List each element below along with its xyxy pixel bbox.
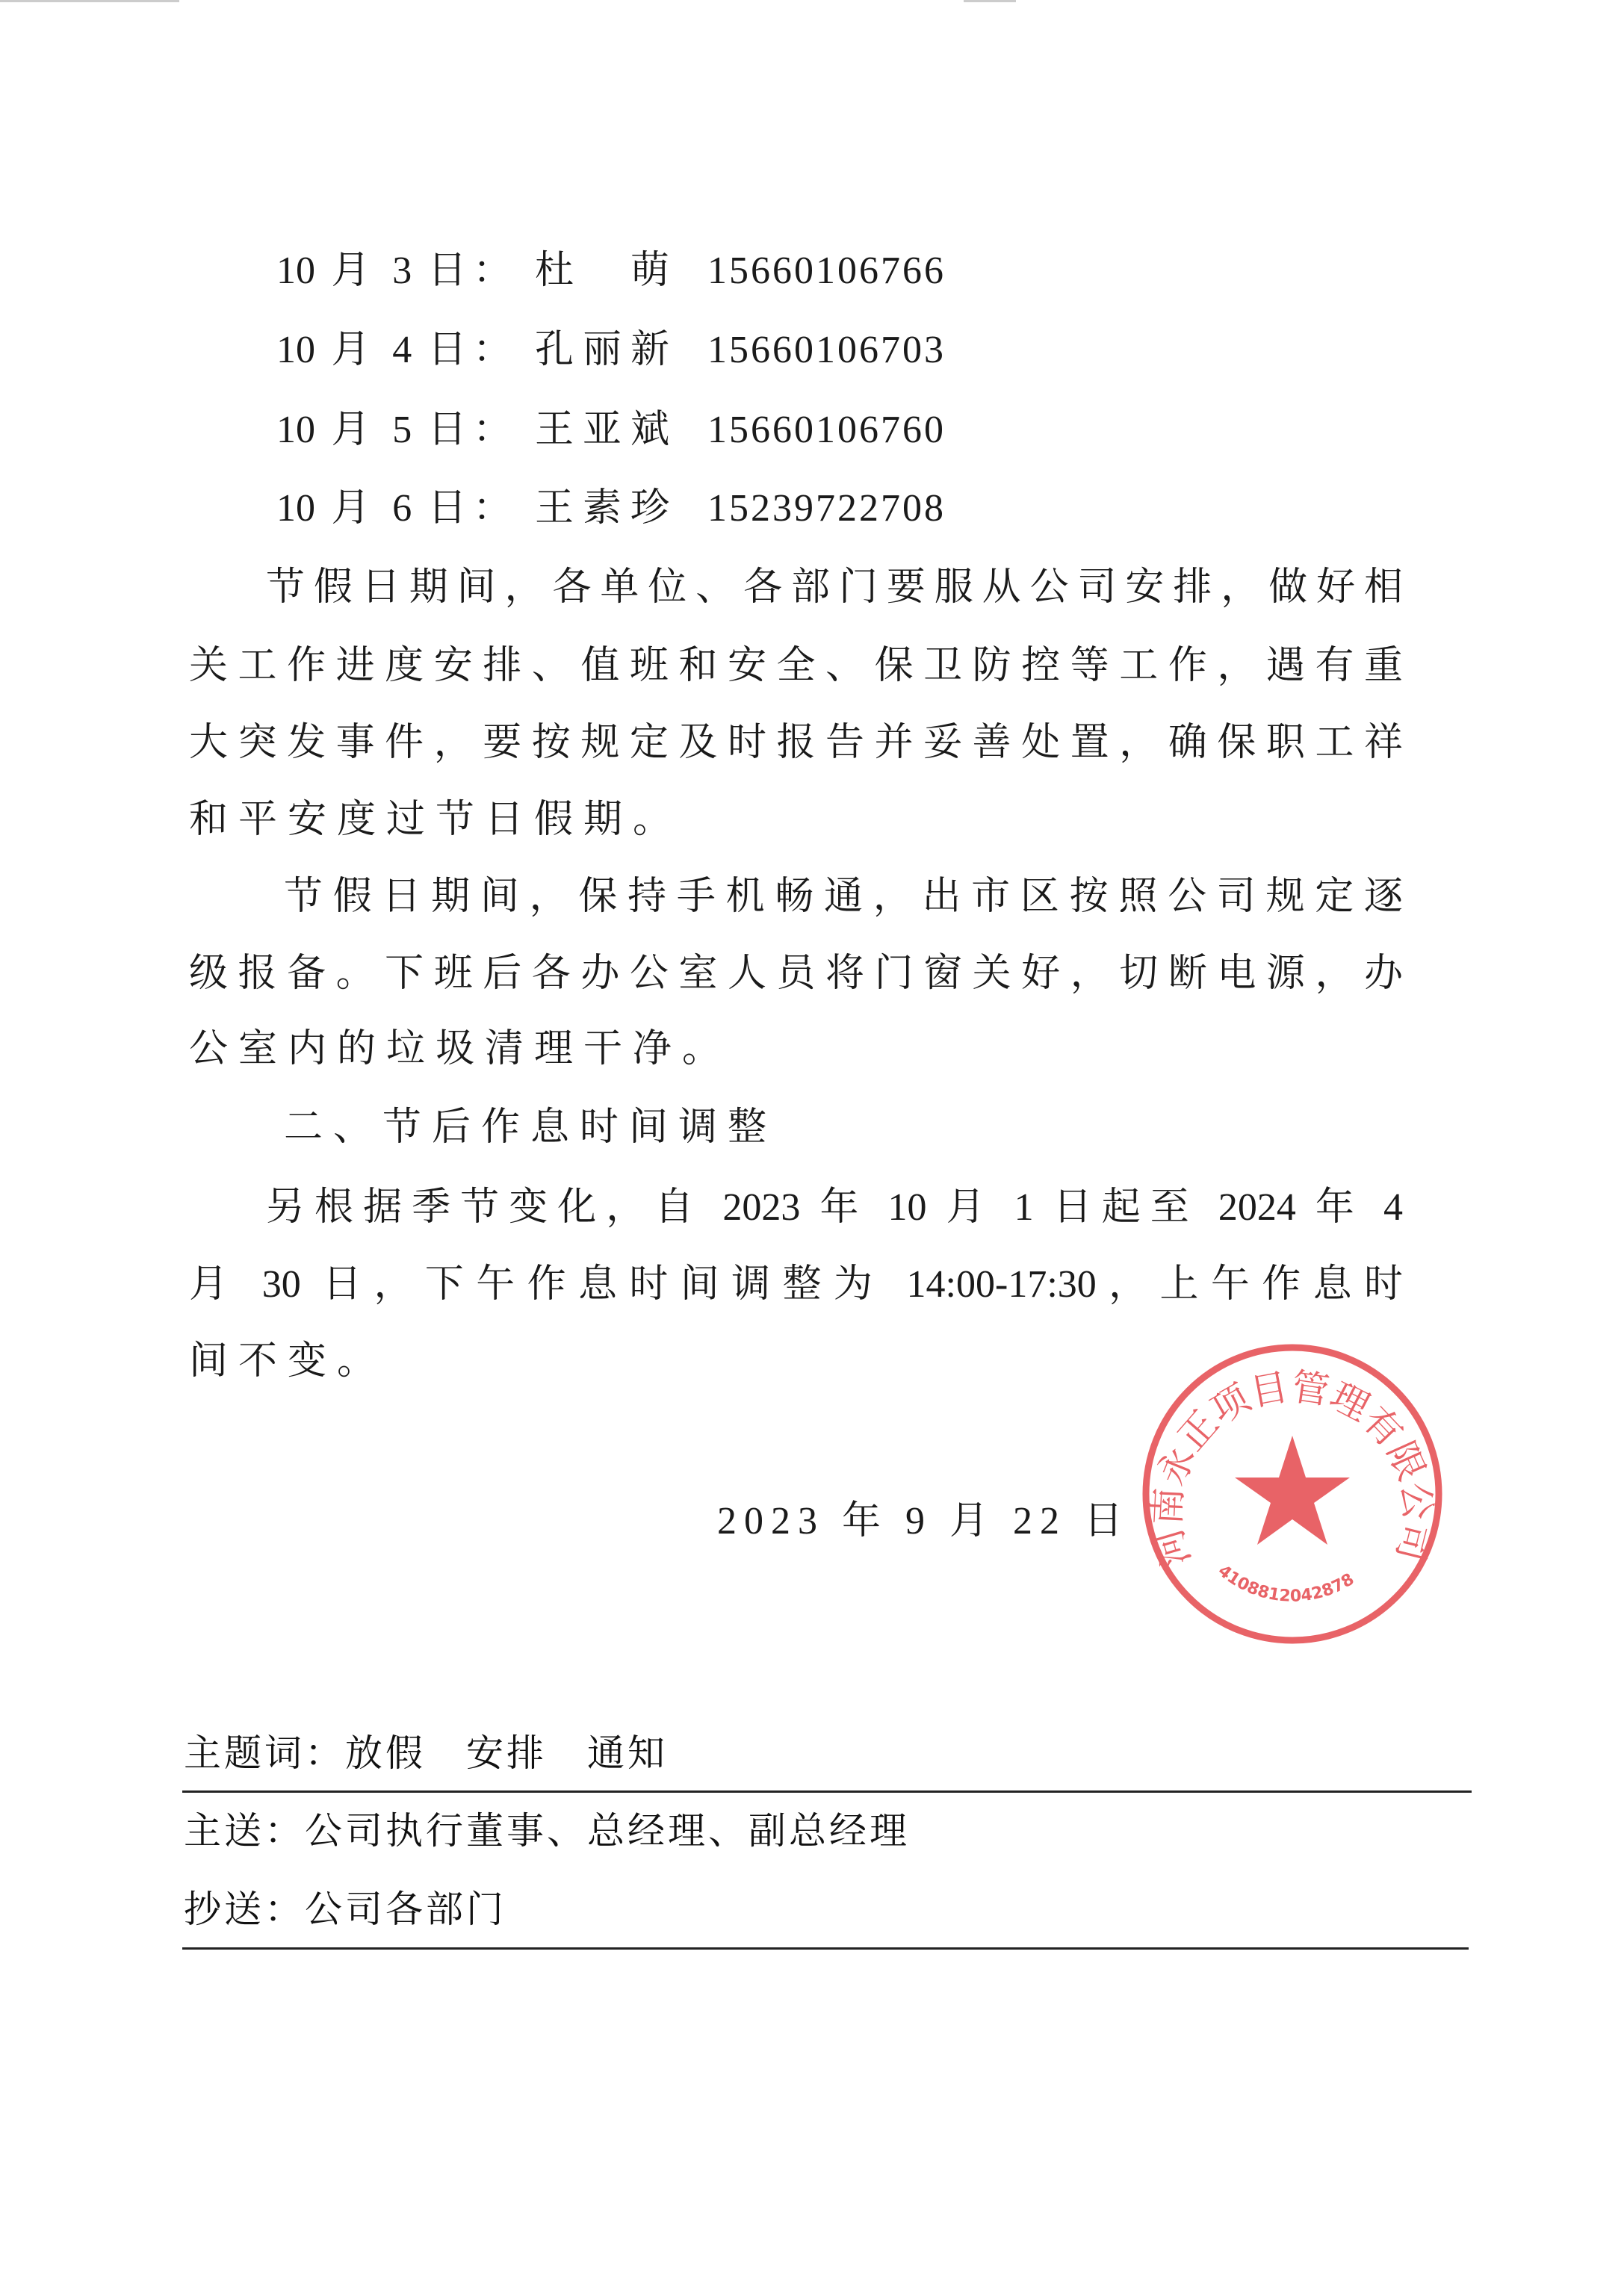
star-icon: [1235, 1436, 1350, 1545]
text-line: 间不变。: [189, 1340, 387, 1383]
duty-row: [276, 324, 986, 376]
divider: [182, 1790, 1472, 1793]
document-date: 2023 年 9 月 22 日: [717, 1500, 1131, 1542]
duty-phone: 15239722708: [707, 487, 946, 530]
company-seal-stamp: [1135, 1337, 1449, 1651]
scan-edge-mark: [0, 0, 179, 2]
duty-date: 10 月 4 日：: [276, 329, 512, 371]
duty-name: 孔丽新: [535, 329, 669, 371]
text-line: 公室内的垃圾清理干净。: [189, 1028, 732, 1070]
duty-phone: 15660106766: [707, 249, 946, 292]
text-line: 节假日期间，保持手机畅通，出市区按照公司规定逐: [284, 875, 1403, 918]
duty-name: 王素珍: [535, 487, 669, 530]
text-line: 节假日期间，各单位、各部门要服从公司安排，做好相: [266, 566, 1403, 609]
text-line: 和平安度过节日假期。: [189, 799, 683, 841]
duty-row: [276, 483, 986, 535]
cc-recipients: 抄送：公司各部门: [184, 1888, 506, 1930]
duty-row: [276, 245, 986, 297]
duty-name: 王亚斌: [535, 409, 669, 451]
duty-date: 10 月 6 日：: [276, 487, 512, 530]
text-line: 另根据季节变化，自 2023 年 10 月 1 日起至 2024 年 4: [266, 1186, 1403, 1229]
duty-phone: 15660106703: [707, 329, 946, 371]
duty-date: 10 月 5 日：: [276, 409, 512, 451]
section-heading: 二、节后作息时间调整: [284, 1106, 778, 1149]
text-line: 大突发事件，要按规定及时报告并妥善处置，确保职工祥: [189, 722, 1403, 764]
text-line: 级报备。下班后各办公室人员将门窗关好，切断电源，办: [189, 952, 1403, 995]
text-line: 月 30 日，下午作息时间调整为 14:00-17:30，上午作息时: [189, 1263, 1403, 1306]
duty-name: 杜 萌: [535, 249, 669, 292]
text-line: 关工作进度安排、值班和安全、保卫防控等工作，遇有重: [189, 645, 1403, 687]
seal-code: 4108812042878: [1214, 1561, 1358, 1606]
seal-text: 河南永正项目管理有限公司: [1145, 1365, 1440, 1572]
main-recipients: 主送：公司执行董事、总经理、副总经理: [184, 1810, 910, 1852]
scan-edge-mark: [964, 0, 1016, 2]
divider: [182, 1947, 1469, 1950]
duty-phone: 15660106760: [707, 409, 946, 451]
duty-row: [276, 404, 986, 456]
duty-date: 10 月 3 日：: [276, 249, 512, 292]
subject-keywords: 主题词：放假 安排 通知: [184, 1732, 668, 1774]
